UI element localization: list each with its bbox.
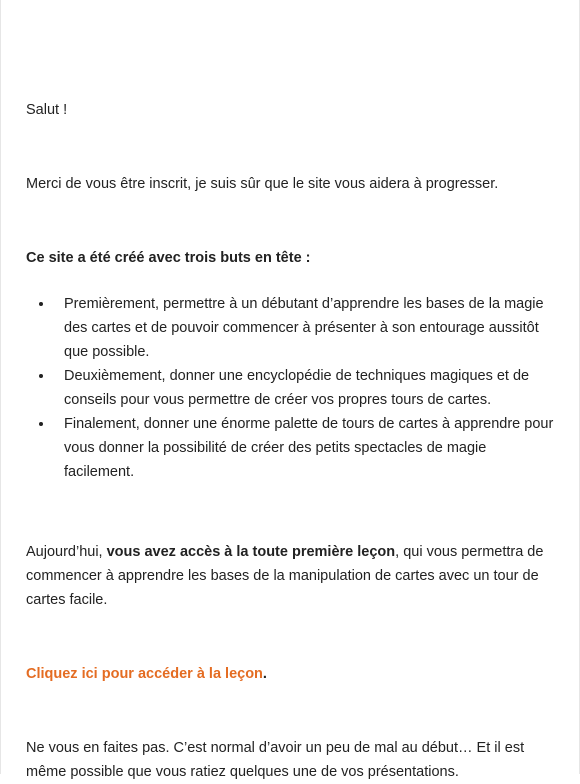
goal-item-1: • Premièrement, permettre à un débutant d’apprendre les bases de la magie des cartes et de pouvoir commencer à présenter à son entourage aussitôt que possible.	[54, 292, 556, 364]
goals-list	[26, 292, 556, 484]
access-text-bold: vous avez accès à la toute première leçon	[106, 544, 396, 560]
reassurance-text: Ne vous en faites pas. C’est normal d’avoir un peu de mal au début… Et il est même possible que vous ratiez quelques une de vos présentations.	[26, 740, 525, 780]
goal-item-3: • Finalement, donner une énorme palette de tours de cartes à apprendre pour vous donner la possibilité de créer des petits spectacles de magie facilement.	[54, 412, 556, 484]
cta-suffix: .	[262, 666, 267, 682]
goal-item-2: • Deuxièmement, donner une encyclopédie de techniques magiques et de conseils pour vous permettre de créer vos propres tours de cartes.	[54, 364, 556, 412]
cta-paragraph	[26, 662, 556, 686]
thanks-text: Merci de vous être inscrit, je suis sûr que le site vous aidera à progresser.	[26, 176, 499, 192]
lesson-link[interactable]: Cliquez ici pour accéder à la leçon	[26, 666, 263, 682]
greeting-text: Salut !	[26, 102, 68, 118]
page-border-left	[0, 0, 1, 774]
goals-heading: Ce site a été créé avec trois buts en tête :	[26, 250, 311, 266]
access-text-after: , qui vous permettra de commencer à apprendre les bases de la manipulation de cartes avec un tour de cartes facile.	[26, 544, 544, 608]
email-body	[26, 98, 556, 784]
access-paragraph	[26, 540, 556, 612]
access-text-before: Aujourd’hui,	[26, 544, 107, 560]
